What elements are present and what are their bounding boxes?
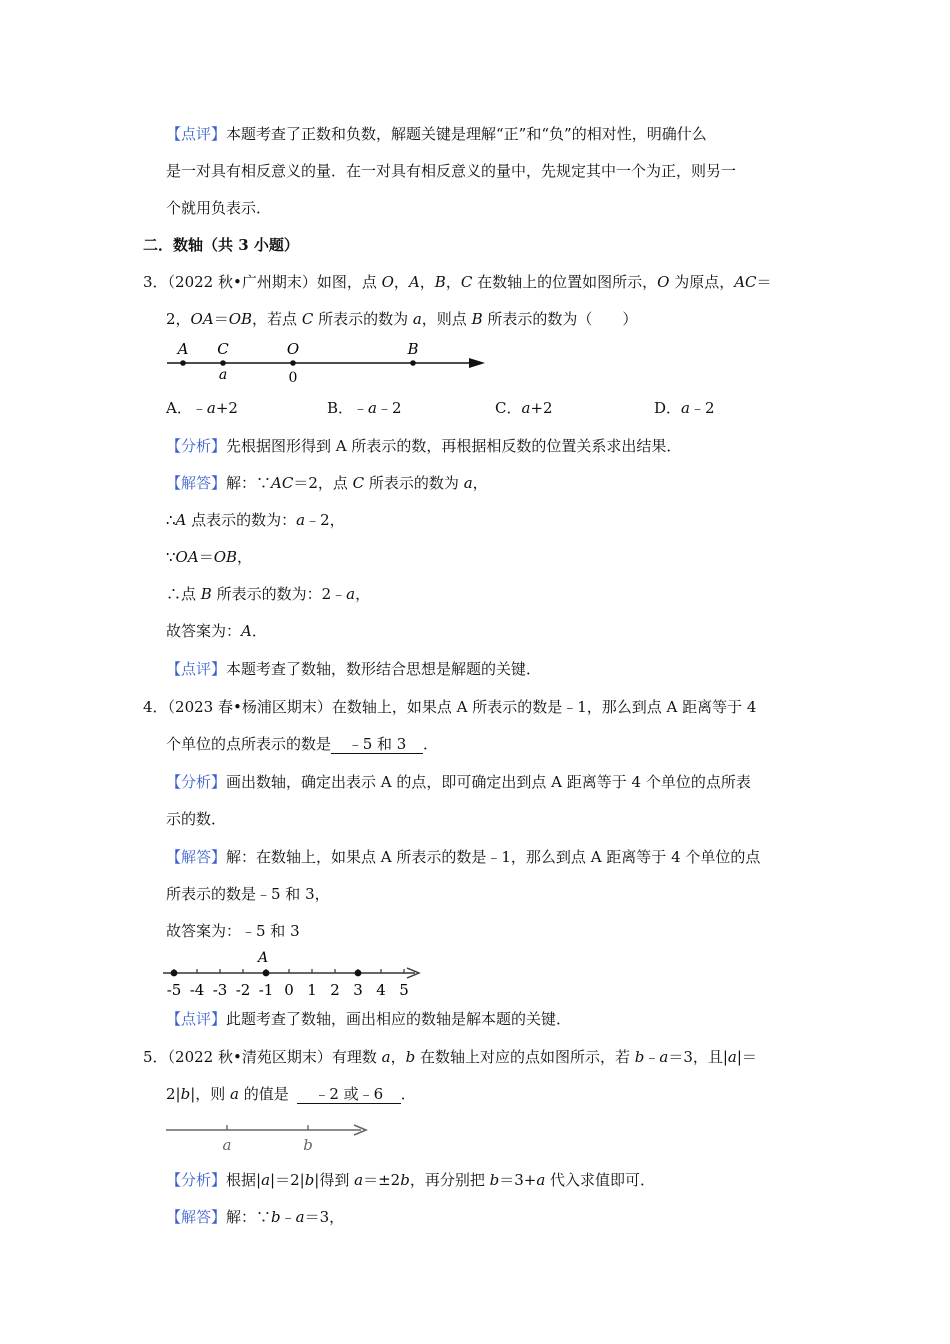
q3-label-a: A [177,340,189,358]
q4-analysis-line-1: 【分析】画出数轴，确定出表示 A 的点，即可确定出到点 A 距离等于 4 个单位的点所表 [166,773,751,791]
q3-point-a [180,360,186,366]
q4-tick-label: 3 [353,981,363,999]
q5-analysis: 【分析】根据|a|＝2|b|得到 a＝±2b，再分别把 b＝3+a 代入求值即可． [166,1171,656,1189]
q4-stem-line-1: 4．（2023 春•杨浦区期末）在数轴上，如果点 A 所表示的数是﹣1，那么到点 A 距离等于 4 [143,698,757,716]
q3-analysis: 【分析】先根据图形得到 A 所表示的数，再根据相反数的位置关系求出结果． [166,437,682,455]
q4-analysis-line-2: 示的数． [166,810,227,828]
section-title: 二．数轴（共 3 小题） [143,236,299,254]
q4-answer-blank[interactable]: ﹣5 和 3 [331,735,423,754]
q4-solution-line-3: 故答案为：﹣5 和 3 [166,922,300,940]
q3-label-under-c: a [218,367,228,383]
q5-number-line-figure [165,1120,375,1156]
q4-point-a [263,970,270,977]
q5-label-b: b [303,1136,313,1154]
q4-number-line-figure [163,948,428,1000]
q3-label-b: B [407,340,419,358]
q3-stem-line-1: 3．（2022 秋•广州期末）如图，点 O，A，B，C 在数轴上的位置如图所示，O 为原点，AC＝ [143,273,772,291]
q3-option-a[interactable]: A．﹣a+2 [166,399,238,417]
q3-solution-line-3: ∵OA＝OB， [166,548,253,566]
q4-point-3 [355,970,362,977]
q3-point-c [220,360,226,366]
q3-option-c[interactable]: C．a+2 [495,399,553,417]
review-line-1: 【点评】本题考查了正数和负数，解题关键是理解“正”和“负”的相对性，明确什么 [166,125,707,143]
review-line-2: 是一对具有相反意义的量．在一对具有相反意义的量中，先规定其中一个为正，则另一 [166,162,737,180]
q5-answer-blank[interactable]: ﹣2 或﹣6 [297,1085,401,1104]
q3-label-under-o: 0 [288,370,298,386]
q4-solution-line-1: 【解答】解：在数轴上，如果点 A 所表示的数是﹣1，那么到点 A 距离等于 4 个单位的点 [166,848,761,866]
q4-tick-label: -3 [212,981,228,999]
q4-review: 【点评】此题考查了数轴，画出相应的数轴是解本题的关键． [166,1010,572,1028]
q3-option-d[interactable]: D．a﹣2 [654,399,715,417]
q3-solution-line-5: 故答案为：A． [166,622,267,640]
review-line-3: 个就用负表示． [166,199,272,217]
q4-tick-label: 1 [307,981,317,999]
q3-review: 【点评】本题考查了数轴，数形结合思想是解题的关键． [166,660,542,678]
q4-tick-label: -5 [166,981,182,999]
q3-number-line-figure [165,340,495,390]
q3-axis-arrow [469,358,485,368]
q4-tick-label: -4 [189,981,205,999]
q4-tick-label: -2 [235,981,251,999]
q4-tick-label: 0 [284,981,294,999]
q5-stem-line-2: 2|b|，则 a 的值是 ﹣2 或﹣6 ． [166,1085,416,1103]
q3-solution-line-1: 【解答】解：∵AC＝2，点 C 所表示的数为 a， [166,474,488,492]
q3-option-b[interactable]: B．﹣a﹣2 [327,399,402,417]
q4-tick-label: -1 [258,981,274,999]
q4-solution-line-2: 所表示的数是﹣5 和 3， [166,885,330,903]
q3-point-b [410,360,416,366]
q3-label-c: C [217,340,229,358]
q4-point-neg5 [171,970,178,977]
q5-solution-line-1: 【解答】解：∵b﹣a＝3， [166,1208,345,1226]
q4-tick-label: 4 [376,981,386,999]
q3-label-o: O [286,340,300,358]
q5-label-a: a [222,1136,232,1154]
q4-tick-label: 2 [330,981,340,999]
q4-tick-label: 5 [399,981,409,999]
q5-stem-line-1: 5．（2022 秋•清苑区期末）有理数 a，b 在数轴上对应的点如图所示，若 b﹣a＝3，且|a|＝ [143,1048,757,1066]
q3-solution-line-2: ∴A 点表示的数为：a﹣2， [166,511,345,529]
q3-stem-line-2: 2，OA＝OB，若点 C 所表示的数为 a，则点 B 所表示的数为（ ） [166,310,638,328]
q3-point-o [290,360,296,366]
q4-stem-line-2: 个单位的点所表示的数是 ﹣5 和 3 ． [166,735,439,753]
q4-label-a: A [257,950,269,966]
q3-solution-line-4: ∴点 B 所表示的数为：2﹣a， [166,585,371,603]
review-tag: 【点评】 [166,125,227,143]
